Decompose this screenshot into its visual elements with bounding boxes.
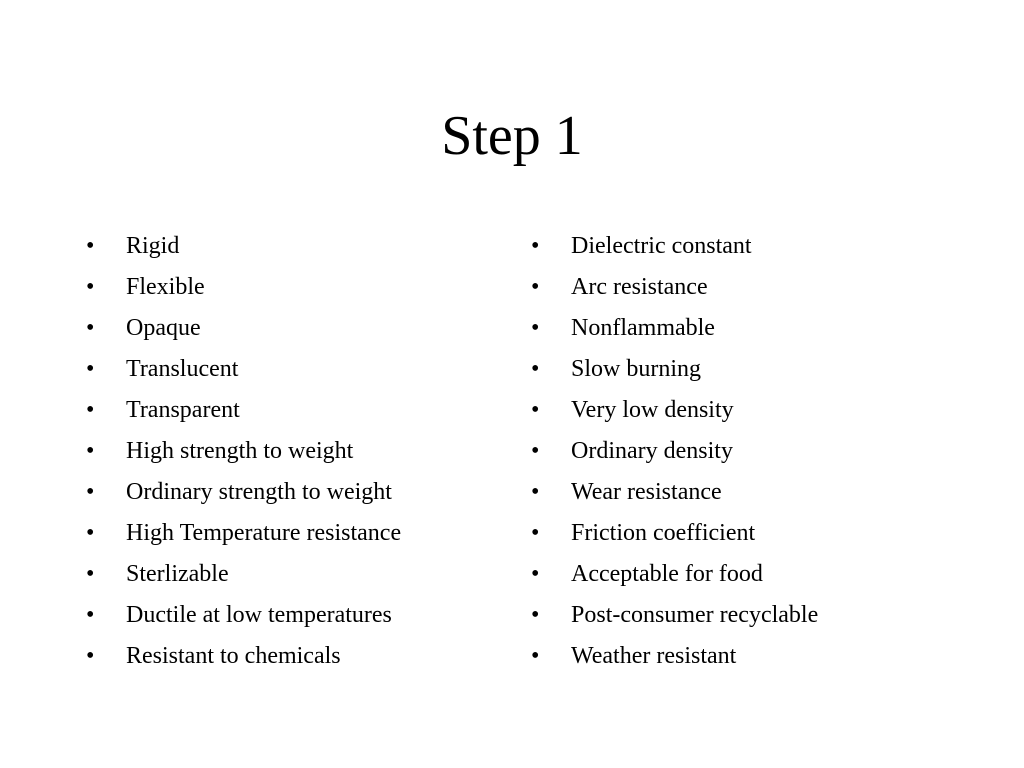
- list-item-text: Arc resistance: [571, 274, 708, 300]
- list-item: [531, 226, 971, 267]
- bullet-icon: •: [531, 438, 540, 464]
- bullet-icon: •: [531, 602, 540, 628]
- bullet-icon: •: [86, 274, 95, 300]
- list-item-text: Post-consumer recyclable: [571, 602, 819, 628]
- list-item-text: Transparent: [126, 397, 240, 423]
- list-item-text: Ordinary strength to weight: [126, 479, 392, 505]
- bullet-icon: •: [531, 274, 540, 300]
- list-item-text: Resistant to chemicals: [126, 643, 341, 669]
- list-item: [531, 554, 971, 595]
- bullet-icon: •: [86, 438, 95, 464]
- bullet-icon: •: [531, 356, 540, 382]
- bullet-icon: •: [86, 479, 95, 505]
- bullet-icon: •: [86, 520, 95, 546]
- list-item-text: Translucent: [126, 356, 239, 382]
- list-item: [86, 513, 506, 554]
- list-item-text: Friction coefficient: [571, 520, 756, 546]
- list-item-text: Opaque: [126, 315, 201, 341]
- list-item-text: High strength to weight: [126, 438, 354, 464]
- list-item: [86, 308, 506, 349]
- list-item: [531, 349, 971, 390]
- list-item: [531, 431, 971, 472]
- list-item: [531, 308, 971, 349]
- list-item: [531, 636, 971, 677]
- list-item: [86, 595, 506, 636]
- list-item-text: Flexible: [126, 274, 205, 300]
- bullet-icon: •: [531, 397, 540, 423]
- list-item-text: Very low density: [571, 397, 734, 423]
- list-item-text: Wear resistance: [571, 479, 722, 505]
- bullet-icon: •: [531, 520, 540, 546]
- list-item-text: Dielectric constant: [571, 233, 752, 259]
- list-item: [531, 595, 971, 636]
- bullet-icon: •: [86, 643, 95, 669]
- bullet-icon: •: [531, 561, 540, 587]
- list-item-text: Nonflammable: [571, 315, 715, 341]
- bullet-icon: •: [86, 397, 95, 423]
- list-item: [86, 390, 506, 431]
- list-item-text: Rigid: [126, 233, 180, 259]
- list-item: [86, 349, 506, 390]
- list-item-text: Slow burning: [571, 356, 702, 382]
- list-item: [86, 636, 506, 677]
- list-item: [86, 267, 506, 308]
- list-item: [531, 513, 971, 554]
- bullet-icon: •: [86, 561, 95, 587]
- list-item-text: Ordinary density: [571, 438, 733, 464]
- left-bullet-list: [86, 226, 506, 677]
- list-item: [86, 226, 506, 267]
- list-item: [531, 472, 971, 513]
- slide-title: Step 1: [441, 105, 583, 167]
- bullet-icon: •: [86, 233, 95, 259]
- right-bullet-list: [531, 226, 971, 677]
- list-item-text: Ductile at low temperatures: [126, 602, 392, 628]
- list-item-text: Sterlizable: [126, 561, 229, 587]
- bullet-icon: •: [531, 233, 540, 259]
- list-item: [86, 554, 506, 595]
- list-item: [531, 267, 971, 308]
- list-item-text: Weather resistant: [571, 643, 737, 669]
- list-item-text: High Temperature resistance: [126, 520, 402, 546]
- list-item: [86, 431, 506, 472]
- list-item-text: Acceptable for food: [571, 561, 763, 587]
- bullet-icon: •: [531, 479, 540, 505]
- bullet-icon: •: [86, 356, 95, 382]
- list-item: [531, 390, 971, 431]
- bullet-icon: •: [531, 643, 540, 669]
- bullet-icon: •: [86, 315, 95, 341]
- list-item: [86, 472, 506, 513]
- bullet-icon: •: [531, 315, 540, 341]
- bullet-icon: •: [86, 602, 95, 628]
